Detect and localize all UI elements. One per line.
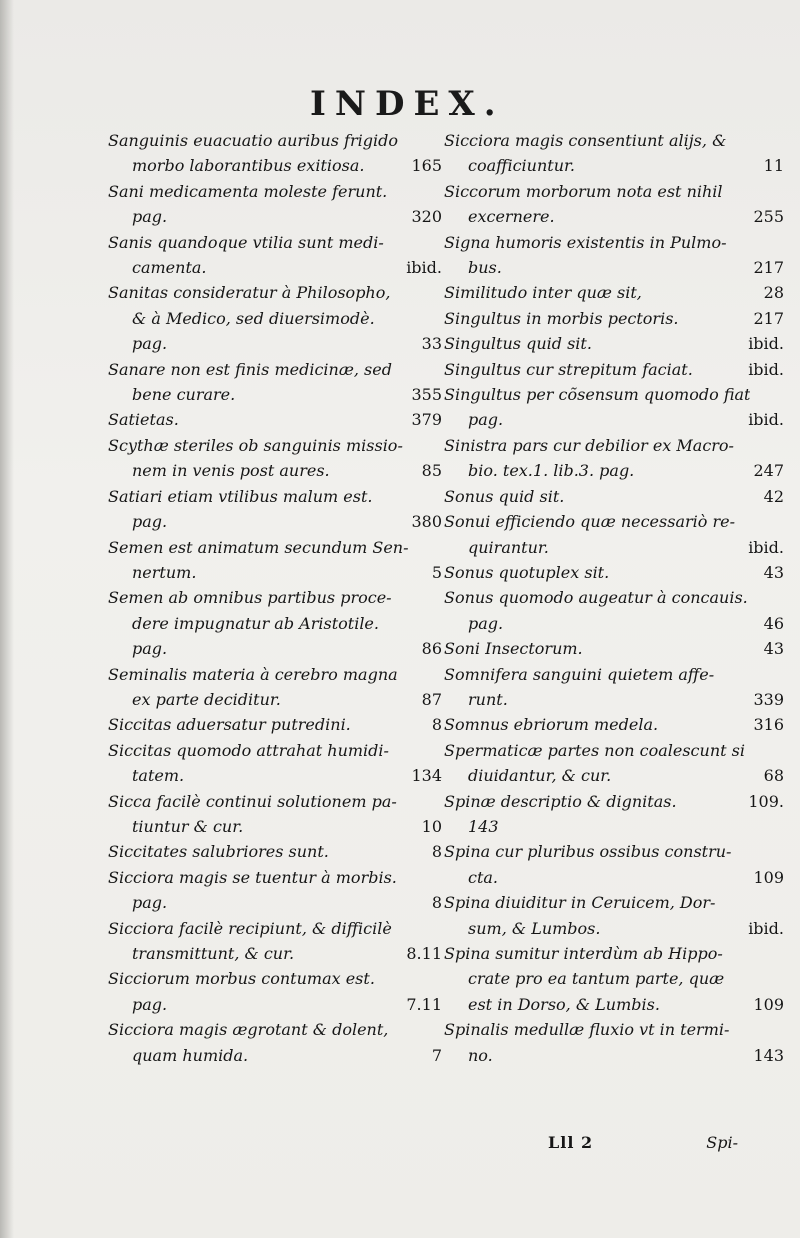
entry-text: pag. [132,639,168,659]
entry-line [444,814,784,839]
entry-line [444,763,784,788]
index-entry [108,966,442,1017]
page-reference: 247 [753,461,784,481]
index-entry [444,433,784,484]
index-entry [444,509,784,560]
index-entry [108,280,442,356]
entry-line [444,560,784,585]
index-entry [108,789,442,840]
entry-text: pag. [132,994,168,1014]
entry-text: pag. [132,512,168,532]
entry-line [444,585,784,610]
page-reference: 217 [753,258,784,278]
entry-text: no. [468,1045,493,1065]
page-footer [548,1133,738,1152]
entry-text: Siccitas aduersatur putredini. [108,715,351,735]
entry-line [108,1017,442,1042]
entry-text: Singultus per cõsensum quomodo fiat [444,385,751,405]
entry-text: pag. [132,334,168,354]
page-reference: 217 [753,308,784,328]
page-reference: ibid. [406,258,442,278]
entry-line [444,789,784,814]
entry-text: Semen ab omnibus partibus proce- [108,588,392,608]
index-entry [108,433,442,484]
entry-text: Sicciora magis ægrotant & dolent, [108,1020,389,1040]
entry-line [108,687,442,712]
page-reference: ibid. [748,334,784,354]
index-entry [108,230,442,281]
entry-text: Somnus ebriorum medela. [444,715,659,735]
entry-text: Siccorum morborum nota est nihil [444,181,723,201]
entry-line [108,712,442,737]
index-entry [444,839,784,890]
index-entry [108,738,442,789]
index-entry [108,535,442,586]
running-head: INDEX. [310,84,505,124]
entry-text: Spermaticæ partes non coalescunt si [444,740,745,760]
page-reference: ibid. [748,537,784,557]
entry-line [108,280,442,305]
entry-text: Satietas. [108,410,179,430]
page-reference: 109. [748,791,784,811]
entry-text: morbo laborantibus exitiosa. [132,156,365,176]
entry-text: Similitudo inter quæ sit, [444,283,642,303]
signature-mark: Lll 2 [548,1133,594,1152]
entry-line [444,662,784,687]
index-entry [108,407,442,432]
index-entry [444,941,784,1017]
index-entry [444,331,784,356]
entry-text: Sicciorum morbus contumax est. [108,969,375,989]
entry-line [108,204,442,229]
entry-text: Spina cur pluribus ossibus constru- [444,842,732,862]
entry-line [108,179,442,204]
entry-text: Sanguinis euacuatio auribus frigido [108,131,398,150]
page-reference: 33 [421,334,442,354]
entry-line [108,941,442,966]
entry-text: Singultus in morbis pectoris. [444,308,679,328]
entry-line [108,865,442,890]
page-reference: 85 [421,461,442,481]
entry-text: Singultus cur strepitum faciat. [444,359,693,379]
entry-line [108,839,442,864]
entry-text: Sanitas consideratur à Philosopho, [108,283,391,303]
entry-line [108,255,442,280]
entry-line [108,509,442,534]
entry-line [444,1017,784,1042]
entry-line [444,611,784,636]
entry-line [108,966,442,991]
page-reference: 10 [421,816,442,836]
page-reference: 320 [411,207,442,227]
index-entry [444,712,784,737]
entry-text: pag. [132,207,168,227]
entry-text: Sicciora magis se tuentur à morbis. [108,867,397,887]
index-entry [108,662,442,713]
entry-line [444,280,784,305]
entry-text: bene curare. [132,385,236,405]
entry-line [444,1043,784,1068]
index-entry [444,230,784,281]
entry-text: Satiari etiam vtilibus malum est. [108,486,373,506]
entry-text: Sanis quandoque vtilia sunt medi- [108,232,384,252]
entry-line [444,357,784,382]
entry-text: est in Dorso, & Lumbis. [468,994,660,1014]
entry-line [108,407,442,432]
index-entry [108,128,442,179]
page-reference: 7.11 [406,994,442,1014]
entry-text: Sonus quotuplex sit. [444,562,610,582]
page-reference: 8.11 [406,944,442,963]
entry-text: bus. [468,258,502,278]
entry-line [444,179,784,204]
index-entry [444,585,784,636]
entry-line [108,890,442,915]
index-entry [444,789,784,840]
page-reference: 109 [753,994,784,1014]
entry-line [444,255,784,280]
entry-line [444,636,784,661]
index-entry [108,357,442,408]
catchword: Spi- [706,1133,738,1152]
index-entry [108,179,442,230]
entry-text: pag. [468,410,504,430]
entry-text: Somnifera sanguini quietem affe- [444,664,715,684]
index-entry [108,916,442,967]
entry-text: Siccitates salubriores sunt. [108,842,329,862]
entry-line [108,484,442,509]
entry-text: Sinistra pars cur debilior ex Macro- [444,435,734,455]
page-reference: 43 [763,639,784,659]
entry-text: Spina sumitur interdùm ab Hippo- [444,944,723,963]
page-reference: 8 [431,842,442,862]
page-reference: 11 [763,156,784,176]
page-reference: 8 [431,893,442,913]
entry-line [444,433,784,458]
entry-text: Siccitas quomodo attrahat humidi- [108,740,389,760]
page-reference: 255 [753,207,784,227]
index-entry [444,382,784,433]
entry-line [108,357,442,382]
entry-line [108,458,442,483]
entry-line [108,763,442,788]
entry-line [444,306,784,331]
entry-line [108,585,442,610]
entry-line [108,153,442,178]
entry-text: Sanare non est finis medicinæ, sed [108,359,392,379]
entry-line [108,306,442,331]
entry-line [444,839,784,864]
entry-text: ex parte deciditur. [132,689,281,709]
entry-line [108,611,442,636]
entry-text: Soni Insectorum. [444,639,583,659]
page-reference: 165 [411,156,442,176]
entry-text: tatem. [132,766,185,786]
entry-text: cta. [468,867,499,887]
page-reference: ibid. [748,918,784,938]
entry-text: pag. [132,893,168,913]
entry-text: & à Medico, sed diuersimodè. [132,308,375,328]
entry-text: Seminalis materia à cerebro magna [108,664,398,684]
page-reference: 46 [763,613,784,633]
index-column-right [444,128,784,1068]
index-entry [108,484,442,535]
entry-text: nem in venis post aures. [132,461,330,481]
index-entry [108,865,442,916]
entry-line [108,738,442,763]
index-entry [444,738,784,789]
entry-line [108,560,442,585]
entry-text: nertum. [132,562,197,582]
entry-line [108,535,442,560]
page-reference: 339 [753,689,784,709]
page-reference: 379 [411,410,442,430]
entry-line [108,382,442,407]
entry-line [444,687,784,712]
page-reference: ibid. [748,410,784,430]
page-reference: 143 [753,1045,784,1065]
entry-line [108,331,442,356]
index-entry [444,357,784,382]
entry-text: pag. [468,613,504,633]
entry-text: coafficiuntur. [468,156,575,176]
page-reference: 316 [753,715,784,735]
entry-text: Spinalis medullæ fluxio vt in termi- [444,1020,730,1040]
entry-line [444,509,784,534]
entry-line [444,966,784,991]
entry-text: Signa humoris existentis in Pulmo- [444,232,727,252]
index-entry [444,484,784,509]
entry-text: Sicca facilè continui solutionem pa- [108,791,397,811]
entry-line [444,712,784,737]
entry-text: transmittunt, & cur. [132,944,295,963]
page-gutter-shadow [0,0,14,1238]
entry-line [444,941,784,966]
entry-line [108,662,442,687]
index-entry [444,280,784,305]
entry-line [108,1043,442,1068]
entry-line [108,433,442,458]
page-reference: 68 [763,766,784,786]
entry-text: quam humida. [132,1045,249,1065]
entry-text: Sonui efficiendo quæ necessariò re- [444,512,735,532]
entry-text: Scythæ steriles ob sanguinis missio- [108,435,403,455]
index-entry [444,560,784,585]
page-reference: 5 [431,562,442,582]
page-reference: 28 [763,283,784,303]
index-entry [108,712,442,737]
entry-line [444,331,784,356]
entry-line [108,916,442,941]
page-reference: 134 [411,766,442,786]
index-entry [108,1017,442,1068]
entry-text: bio. tex.1. lib.3. pag. [468,461,635,481]
index-column-left [108,128,442,1068]
entry-text: crate pro ea tantum parte, quæ [468,969,725,989]
entry-line [444,230,784,255]
entry-line [444,458,784,483]
index-entry [444,662,784,713]
entry-line [444,890,784,915]
entry-line [444,382,784,407]
entry-text: Sicciora magis consentiunt alijs, & [444,131,727,150]
index-entry [108,585,442,661]
page-reference: 109 [753,867,784,887]
entry-line [444,916,784,941]
entry-text: diuidantur, & cur. [468,766,612,786]
index-entry [444,179,784,230]
index-entry [444,890,784,941]
entry-line [444,865,784,890]
page-reference: 355 [411,385,442,405]
index-entry [444,636,784,661]
entry-line [444,204,784,229]
entry-text: Spinæ descriptio & dignitas. [444,791,677,811]
entry-text: camenta. [132,258,207,278]
page-reference: 8 [431,715,442,735]
page-reference: 87 [421,689,442,709]
entry-line [108,128,442,153]
index-entry [444,128,784,179]
entry-line [444,484,784,509]
entry-text: Singultus quid sit. [444,334,592,354]
index-entry [444,306,784,331]
entry-line [108,636,442,661]
entry-text: Sonus quomodo augeatur à concauis. [444,588,748,608]
entry-line [444,153,784,178]
entry-line [108,992,442,1017]
entry-text: excernere. [468,207,555,227]
entry-text: sum, & Lumbos. [468,918,601,938]
entry-text: quirantur. [468,537,549,557]
entry-line [108,789,442,814]
entry-text: Sicciora facilè recipiunt, & difficilè [108,918,392,938]
entry-text: Sani medicamenta moleste ferunt. [108,181,388,201]
page-reference: 43 [763,562,784,582]
entry-line [444,738,784,763]
entry-line [444,535,784,560]
entry-line [444,407,784,432]
entry-line [444,992,784,1017]
entry-text: Semen est animatum secundum Sen- [108,537,409,557]
entry-line [444,128,784,153]
index-entry [444,1017,784,1068]
page-reference: 7 [431,1045,442,1065]
entry-text: Spina diuiditur in Ceruicem, Dor- [444,893,716,913]
page-reference: 380 [411,512,442,532]
entry-text: tiuntur & cur. [132,816,244,836]
entry-line [108,230,442,255]
entry-text: 143 [468,816,499,836]
page-reference: 42 [763,486,784,506]
page-reference: ibid. [748,359,784,379]
page-reference: 86 [421,639,442,659]
entry-text: runt. [468,689,508,709]
index-entry [108,839,442,864]
entry-text: Sonus quid sit. [444,486,565,506]
entry-text: dere impugnatur ab Aristotile. [132,613,379,633]
entry-line [108,814,442,839]
